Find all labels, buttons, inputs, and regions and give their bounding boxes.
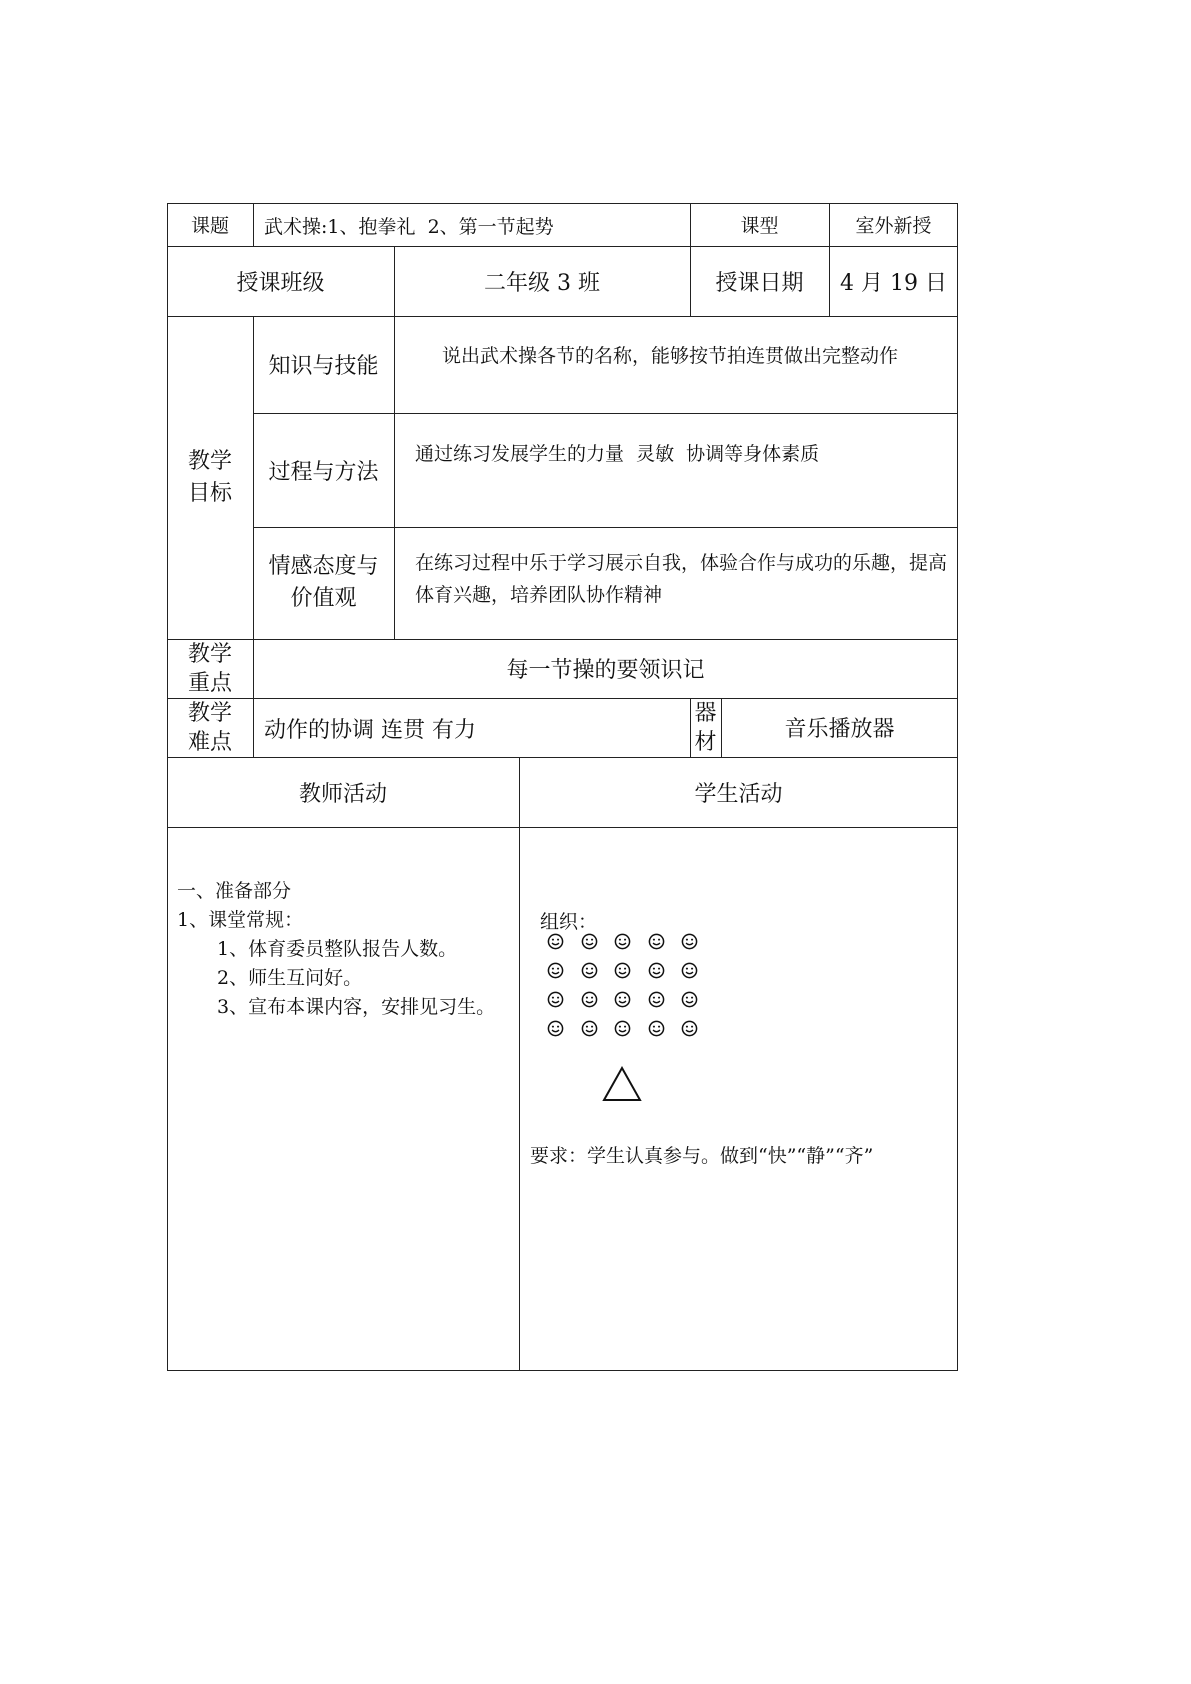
difficulty-value: 动作的协调 连贯 有力 (264, 718, 476, 743)
student-smiley-icon (648, 933, 665, 950)
lesson-type-label: 课型 (740, 215, 779, 237)
col-divider (519, 757, 520, 1371)
equipment-label (690, 698, 721, 757)
teacher-position-triangle-icon (602, 1066, 642, 1102)
class-label: 授课班级 (236, 270, 325, 296)
student-smiley-icon (648, 991, 665, 1008)
date-value: 4 月 19 日 (840, 270, 947, 296)
teacher-step: 2、师生互问好。 (217, 967, 363, 989)
difficulty-label-line2: 难点 (187, 729, 232, 755)
student-smiley-icon (648, 962, 665, 979)
objective-attitude-name-line2: 价值观 (290, 586, 357, 611)
teacher-step: 1、体育委员整队报告人数。 (217, 938, 458, 960)
key-point-label-line1: 教学 (187, 641, 232, 667)
key-point-value: 每一节操的要领识记 (506, 658, 705, 683)
objectives-label (167, 316, 253, 639)
student-smiley-icon (614, 962, 631, 979)
row-divider (167, 827, 958, 828)
class-value: 二年级 3 班 (484, 270, 600, 296)
date-label: 授课日期 (715, 270, 804, 296)
student-smiley-icon (681, 991, 698, 1008)
objectives-label-line1: 教学 (187, 448, 232, 474)
student-smiley-icon (614, 933, 631, 950)
student-smiley-icon (547, 1020, 564, 1037)
student-smiley-icon (581, 962, 598, 979)
equipment-label-line1: 器 (694, 700, 717, 726)
objective-attitude-name (253, 527, 394, 639)
objective-process-name: 过程与方法 (268, 459, 379, 485)
objective-attitude-text: 在练习过程中乐于学习展示自我，体验合作与成功的乐趣，提高体育兴趣，培养团队协作精神 (415, 552, 948, 606)
objective-knowledge-text: 说出武术操各节的名称，能够按节拍连贯做出完整动作 (442, 345, 899, 367)
student-smiley-icon (581, 991, 598, 1008)
student-smiley-icon (547, 962, 564, 979)
student-smiley-icon (547, 991, 564, 1008)
student-activity-header: 学生活动 (694, 781, 783, 807)
student-smiley-icon (681, 1020, 698, 1037)
teacher-step: 3、宣布本课内容，安排见习生。 (217, 996, 496, 1018)
objectives-label-line2: 目标 (187, 480, 232, 506)
equipment-value: 音乐播放器 (784, 717, 895, 742)
key-point-label-line2: 重点 (187, 670, 232, 696)
col-divider (253, 203, 254, 246)
objective-attitude-name-line1: 情感态度与 (268, 554, 379, 579)
lesson-type-value: 室外新授 (855, 215, 932, 237)
student-smiley-icon (581, 933, 598, 950)
student-smiley-icon (648, 1020, 665, 1037)
topic-label: 课题 (190, 215, 229, 237)
difficulty-label (167, 698, 253, 757)
organization-label: 组织： (540, 911, 598, 933)
student-smiley-icon (614, 1020, 631, 1037)
student-smiley-icon (614, 991, 631, 1008)
topic-value: 武术操:1、抱拳礼 2、第一节起势 (264, 216, 554, 238)
difficulty-label-line1: 教学 (187, 700, 232, 726)
student-smiley-icon (547, 933, 564, 950)
student-smiley-icon (581, 1020, 598, 1037)
objective-knowledge-name: 知识与技能 (268, 354, 379, 379)
objective-process-text: 通过练习发展学生的力量 灵敏 协调等身体素质 (415, 443, 820, 465)
equipment-label-line2: 材 (694, 729, 717, 755)
student-requirement: 要求：学生认真参与。做到“快”“静”“齐” (530, 1145, 874, 1167)
student-smiley-icon (681, 933, 698, 950)
student-smiley-icon (681, 962, 698, 979)
teacher-activity-header: 教师活动 (298, 781, 387, 807)
teacher-subtitle: 1、课堂常规： (177, 909, 304, 931)
key-point-label (167, 639, 253, 698)
teacher-section-title: 一、准备部分 (177, 880, 292, 902)
student-formation (547, 933, 707, 1043)
